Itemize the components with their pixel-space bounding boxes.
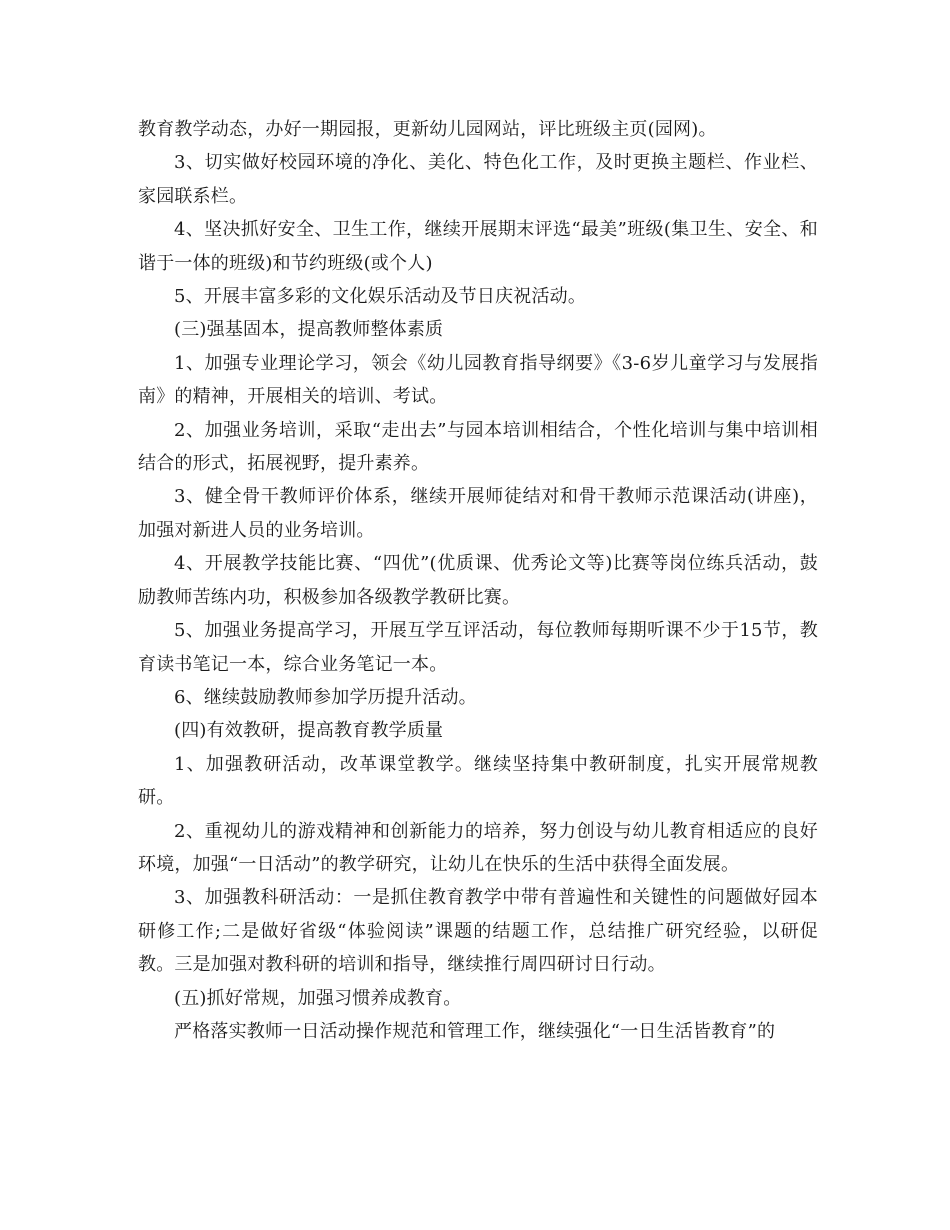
paragraph-5: 1、加强专业理论学习，领会《幼儿园教育指导纲要》《3-6岁儿童学习与发展指南》的精神，开展相关的培训、考试。	[138, 352, 818, 408]
section-heading-5: (五)抓好常规，加强习惯养成教育。	[174, 987, 462, 1009]
section-heading-4: (四)有效教研，提高教育教学质量	[174, 720, 444, 742]
paragraph-16: 严格落实教师一日活动操作规范和管理工作，继续强化“一日生活皆教育”的	[174, 1020, 776, 1042]
paragraph-12: 1、加强教研活动，改革课堂教学。继续坚持集中教研制度，扎实开展常规教研。	[138, 753, 818, 809]
paragraph-8: 4、开展教学技能比赛、“四优”(优质课、优秀论文等)比赛等岗位练兵活动，鼓励教师苦练内功，积极参加各级教学教研比赛。	[138, 553, 818, 608]
paragraph-10: 6、继续鼓励教师参加学历提升活动。	[174, 686, 477, 708]
paragraph-1: 3、切实做好校园环境的净化、美化、特色化工作，及时更换主题栏、作业栏、家园联系栏。	[138, 152, 818, 207]
paragraph-2: 4、坚决抓好安全、卫生工作，继续开展期末评选“最美”班级(集卫生、安全、和谐于一体的班级)和节约班级(或个人)	[138, 219, 818, 274]
document-body	[138, 113, 818, 1048]
paragraph-7: 3、健全骨干教师评价体系，继续开展师徒结对和骨干教师示范课活动(讲座)，加强对新进人员的业务培训。	[138, 486, 818, 541]
paragraph-14: 3、加强教科研活动：一是抓住教育教学中带有普遍性和关键性的问题做好园本研修工作;二是做好省级“体验阅读”课题的结题工作，总结推广研究经验，以研促教。三是加强对教科研的培训和指导，继续推行周四研讨日行动。	[138, 887, 818, 976]
paragraph-6: 2、加强业务培训，采取“走出去”与园本培训相结合，个性化培训与集中培训相结合的形式，拓展视野，提升素养。	[138, 419, 818, 475]
section-heading-3: (三)强基固本，提高教师整体素质	[174, 319, 444, 341]
paragraph-0: 教育教学动态，办好一期园报，更新幼儿园网站，评比班级主页(园网)。	[138, 119, 717, 140]
paragraph-3: 5、开展丰富多彩的文化娱乐活动及节日庆祝活动。	[174, 286, 587, 308]
paragraph-9: 5、加强业务提高学习，开展互学互评活动，每位教师每期听课不少于15节，教育读书笔记一本，综合业务笔记一本。	[138, 620, 818, 675]
paragraph-13: 2、重视幼儿的游戏精神和创新能力的培养，努力创设与幼儿教育相适应的良好环境，加强“一日活动”的教学研究，让幼儿在快乐的生活中获得全面发展。	[138, 820, 818, 875]
